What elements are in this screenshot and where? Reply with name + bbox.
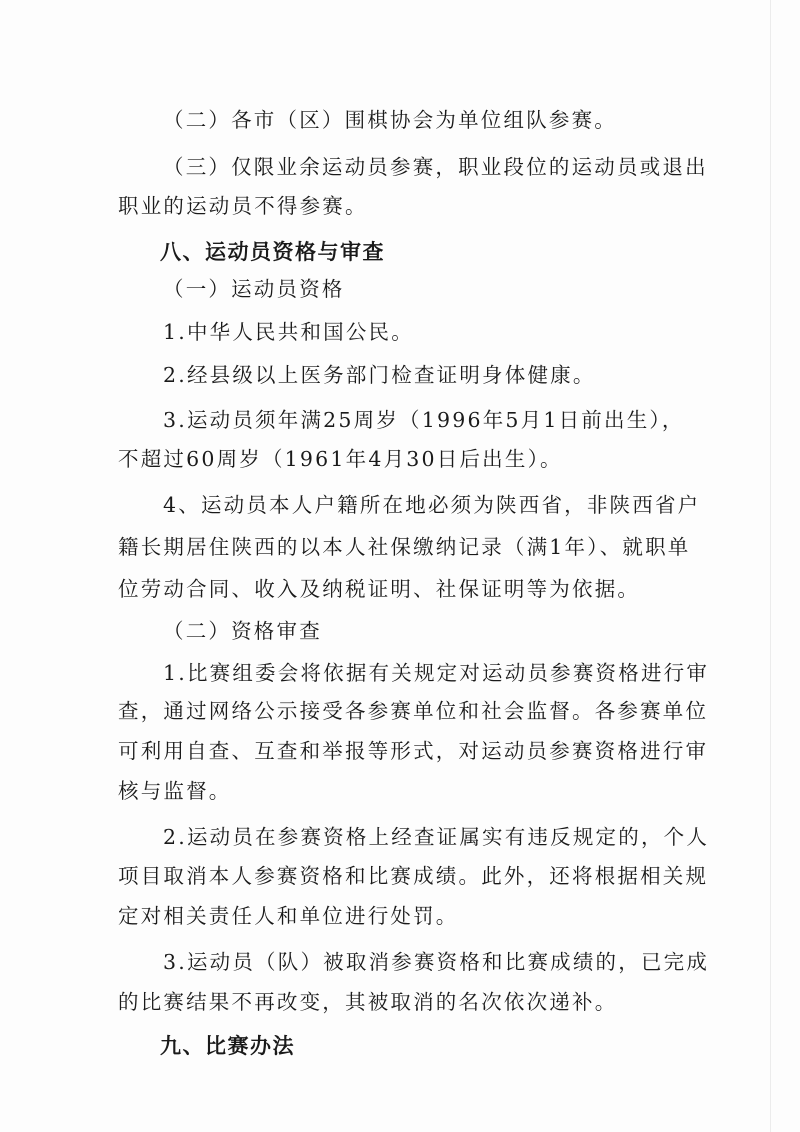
text-line-age-min: 3.运动员须年满25周岁（1996年5月1日前出生）， [163,408,685,432]
text-line-citizen: 1.中华人民共和国公民。 [163,320,414,344]
text-line-amateur-only-cont: 职业的运动员不得参赛。 [118,194,368,218]
text-line-residence-cont1: 籍长期居住陕西的以本人社保缴纳记录（满1年）、就职单 [118,535,691,559]
scan-edge-line [770,0,771,1132]
text-line-review-2-cont1: 项目取消本人参赛资格和比赛成绩。此外，还将根据相关规 [118,864,709,888]
text-line-review-1-cont3: 核与监督。 [118,779,232,803]
text-line-residence-cont2: 位劳动合同、收入及纳税证明、社保证明等为依据。 [118,577,641,601]
section-heading-eligibility: 八、运动员资格与审查 [160,240,385,264]
text-line-amateur-only: （三）仅限业余运动员参赛，职业段位的运动员或退出 [163,155,708,179]
text-line-review-1: 1.比赛组委会将依据有关规定对运动员参赛资格进行审 [163,661,710,685]
section-heading-competition-method: 九、比赛办法 [160,1034,295,1058]
text-line-review-3: 3.运动员（队）被取消参赛资格和比赛成绩的，已完成 [163,950,710,974]
text-line-review-2: 2.运动员在参赛资格上经查证属实有违反规定的，个人 [163,825,710,849]
text-line-team-organization: （二）各市（区）围棋协会为单位组队参赛。 [163,108,617,132]
text-line-residence: 4、运动员本人户籍所在地必须为陕西省，非陕西省户 [163,493,701,517]
text-line-review-3-cont: 的比赛结果不再改变，其被取消的名次依次递补。 [118,990,618,1014]
text-line-health: 2.经县级以上医务部门检查证明身体健康。 [163,363,596,387]
subheading-athlete-eligibility: （一）运动员资格 [163,277,345,301]
text-line-review-1-cont1: 查，通过网络公示接受各参赛单位和社会监督。各参赛单位 [118,699,709,723]
text-line-review-1-cont2: 可利用自查、互查和举报等形式，对运动员参赛资格进行审 [118,739,709,763]
text-line-age-max: 不超过60周岁（1961年4月30日后出生）。 [118,447,563,471]
text-line-review-2-cont2: 定对相关责任人和单位进行处罚。 [118,904,459,928]
subheading-qualification-review: （二）资格审查 [163,619,322,643]
